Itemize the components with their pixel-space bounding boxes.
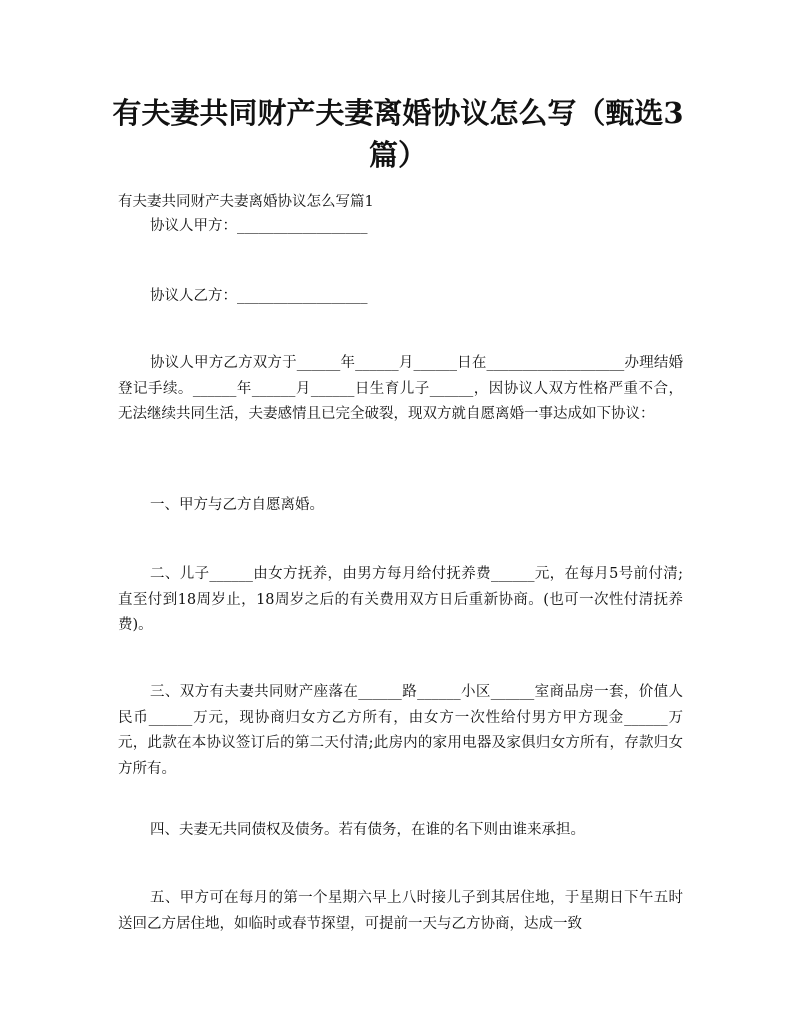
document-title: 有夫妻共同财产夫妻离婚协议怎么写（甄选3篇） <box>112 96 684 172</box>
clause-3: 三、双方有夫妻共同财产座落在______路______小区______室商品房一套，价值人民币______万元，现协商归女方乙方所有，由女方一次性给付男方甲方现金______万元，此款在本协议签订后的第二天付清;此房内的家用电器及家俱归女方所有，存款归女方所有。 <box>118 684 683 777</box>
clause-4: 四、夫妻无共同债权及债务。若有债务，在谁的名下则由谁来承担。 <box>150 822 585 838</box>
intro-paragraph: 协议人甲方乙方双方于______年______月______日在___________________办理结婚登记手续。______年______月______日生育儿子______，因协议人双方性格严重不合，无法继续共同生活，夫妻感情且已完全破裂，现双方就自愿离婚一事达成如下协议： <box>118 355 683 422</box>
section-heading: 有夫妻共同财产夫妻离婚协议怎么写篇1 <box>118 194 374 210</box>
clause-1: 一、甲方与乙方自愿离婚。 <box>150 497 324 513</box>
party-a-line: 协议人甲方：__________________ <box>150 218 368 234</box>
party-b-line: 协议人乙方：__________________ <box>150 288 368 304</box>
clause-5: 五、甲方可在每月的第一个星期六早上八时接儿子到其居住地，于星期日下午五时送回乙方居住地，如临时或春节探望，可提前一天与乙方协商，达成一致 <box>118 890 683 932</box>
clause-2: 二、儿子______由女方抚养，由男方每月给付抚养费______元，在每月5号前付清;直至付到18周岁止，18周岁之后的有关费用双方日后重新协商。(也可一次性付清抚养费)。 <box>118 566 683 633</box>
